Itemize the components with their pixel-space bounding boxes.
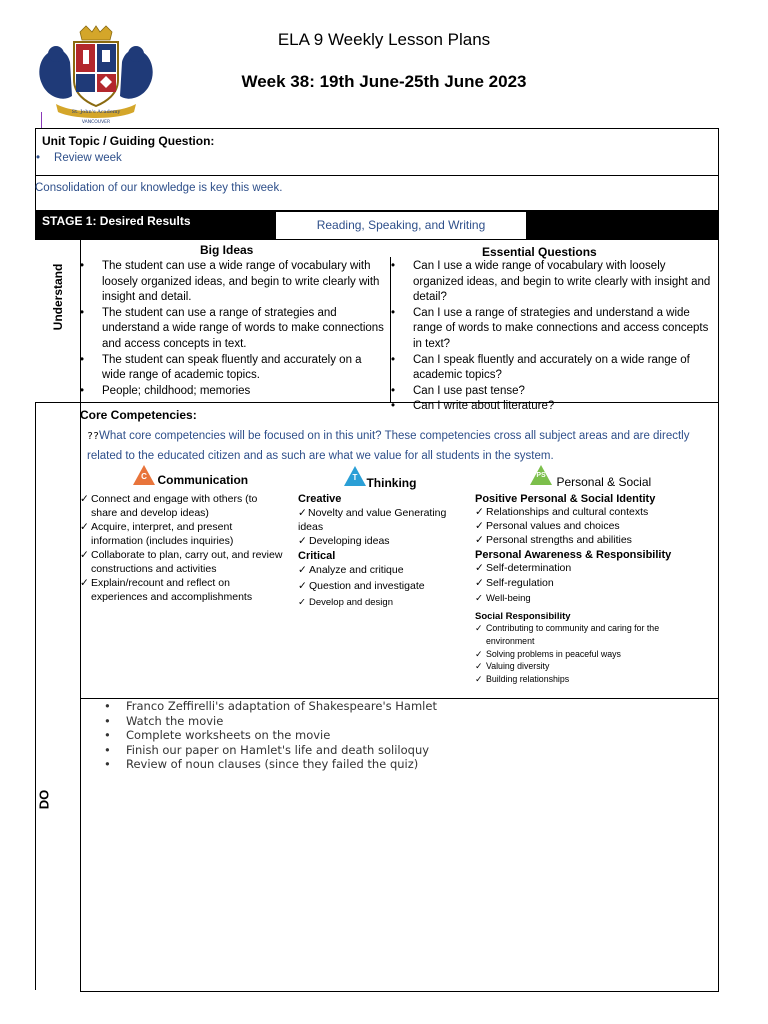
identity-subtitle: Positive Personal & Social Identity: [475, 493, 656, 505]
critical-subtitle: Critical: [298, 550, 336, 562]
awareness-item: ✓ Well-being: [475, 591, 715, 607]
big-ideas-title: Big Ideas: [200, 243, 254, 257]
essential-question-item: • Can I use a range of strategies and understand a wide range of words to make connections and access concepts in text?: [391, 306, 719, 353]
critical-item: ✓ Develop and design: [298, 594, 468, 612]
creative-item: ✓ Developing ideas: [298, 534, 468, 548]
do-item: • Watch the movie: [104, 714, 704, 729]
core-intro-text: What core competencies will be focused on in this unit? These competencies cross all subject areas and are directly related to the educated citizen and as such are what we value for all students in the system.: [87, 430, 690, 462]
thinking-heading: [344, 466, 416, 491]
identity-item: ✓ Personal strengths and abilities: [475, 533, 715, 547]
personal-social-triangle-icon: PS: [530, 465, 552, 485]
social-subtitle: Social Responsibility: [475, 611, 571, 622]
do-list: [104, 699, 704, 772]
stage-label: STAGE 1: Desired Results: [42, 214, 191, 228]
unit-row-divider: [35, 175, 719, 176]
communication-item: ✓ Collaborate to plan, carry out, and review constructions and activities: [80, 548, 285, 576]
unit-topic-text: Review week: [54, 152, 122, 164]
big-idea-item: • The student can speak fluently and accurately on a wide range of academic topics.: [80, 353, 388, 384]
thinking-title: Thinking: [366, 476, 417, 490]
do-item: • Complete worksheets on the movie: [104, 728, 704, 743]
logo-subtext: VANCOUVER: [81, 120, 111, 124]
critical-item: ✓ Analyze and critique: [298, 562, 468, 578]
essential-questions-title: Essential Questions: [482, 245, 597, 259]
essential-question-item: • Can I speak fluently and accurately on a wide range of academic topics?: [391, 353, 719, 384]
week-range: Week 38: 19th June-25th June 2023: [241, 72, 527, 91]
personal-social-heading: [530, 465, 651, 490]
communication-title: Communication: [157, 473, 249, 487]
logo-marker: [41, 112, 42, 129]
table-top-border: [35, 128, 719, 129]
big-idea-item: • The student can use a range of strategies and understand a wide range of words to make connections and access concepts in text.: [80, 306, 388, 353]
essential-questions-list: [391, 259, 719, 415]
do-item: • Franco Zeffirelli's adaptation of Shakespeare's Hamlet: [104, 699, 704, 714]
communication-heading: [133, 465, 248, 490]
personal-social-title: Personal & Social: [556, 475, 652, 489]
do-item: • Review of noun clauses (since they failed the quiz): [104, 757, 704, 772]
big-idea-item: • People; childhood; memories: [80, 384, 388, 400]
communication-item: ✓ Explain/recount and reflect on experiences and accomplishments: [80, 576, 285, 604]
stage-focus: Reading, Speaking, and Writing: [276, 212, 526, 239]
do-side-label: DO: [36, 789, 52, 810]
communication-list: [80, 492, 285, 604]
identity-item: ✓ Relationships and cultural contexts: [475, 505, 715, 519]
identity-item: ✓ Personal values and choices: [475, 519, 715, 533]
critical-item: ✓ Question and investigate: [298, 578, 468, 594]
essential-question-item: • Can I use a wide range of vocabulary with loosely organized ideas, and begin to write clearly with insight and detail?: [391, 259, 719, 306]
thinking-list: [298, 493, 468, 612]
communication-item: ✓ Connect and engage with others (to share and develop ideas): [80, 492, 285, 520]
social-item: ✓ Building relationships: [475, 673, 715, 686]
unit-topic-label: Unit Topic / Guiding Question:: [42, 134, 215, 148]
awareness-item: ✓ Self-regulation: [475, 576, 715, 591]
understand-side-label: Understand: [51, 263, 65, 331]
communication-triangle-icon: C: [133, 465, 155, 485]
social-item: ✓ Valuing diversity: [475, 660, 715, 673]
table-left-border: [35, 128, 36, 210]
essential-question-item: • Can I use past tense?: [391, 384, 719, 400]
creative-subtitle: Creative: [298, 493, 342, 505]
essential-question-item: • Can I write about literature?: [391, 399, 719, 415]
do-item: • Finish our paper on Hamlet's life and death soliloquy: [104, 743, 704, 758]
core-competencies-title: Core Competencies:: [80, 408, 197, 422]
thinking-triangle-icon: T: [344, 466, 366, 486]
social-item: ✓ Solving problems in peaceful ways: [475, 648, 715, 661]
unit-note: Consolidation of our knowledge is key this week.: [35, 182, 283, 194]
awareness-item: ✓ Self-determination: [475, 561, 715, 576]
table-right-border: [718, 128, 719, 992]
table-bottom-border: [80, 991, 719, 992]
creative-item: ✓ Novelty and value Generating ideas: [298, 506, 468, 534]
communication-item: ✓ Acquire, interpret, and present information (includes inquiries): [80, 520, 285, 548]
big-idea-item: • The student can use a wide range of vocabulary with loosely organized ideas, and begin to write clearly with insight and detail.: [80, 259, 388, 306]
document-title: ELA 9 Weekly Lesson Plans: [277, 30, 491, 49]
unknown-glyph-icon: ??: [87, 431, 100, 442]
unit-topic-item: • Review week: [36, 152, 122, 164]
big-ideas-list: [80, 259, 388, 399]
left-margin-line: [35, 402, 36, 990]
social-item: ✓ Contributing to community and caring for the environment: [475, 622, 715, 648]
school-crest-logo: [34, 24, 158, 124]
logo-text: St. John's Academy: [71, 109, 121, 115]
awareness-subtitle: Personal Awareness & Responsibility: [475, 549, 672, 561]
personal-social-list: [475, 493, 715, 686]
core-intro: [87, 427, 712, 466]
core-left-divider: [80, 402, 81, 992]
